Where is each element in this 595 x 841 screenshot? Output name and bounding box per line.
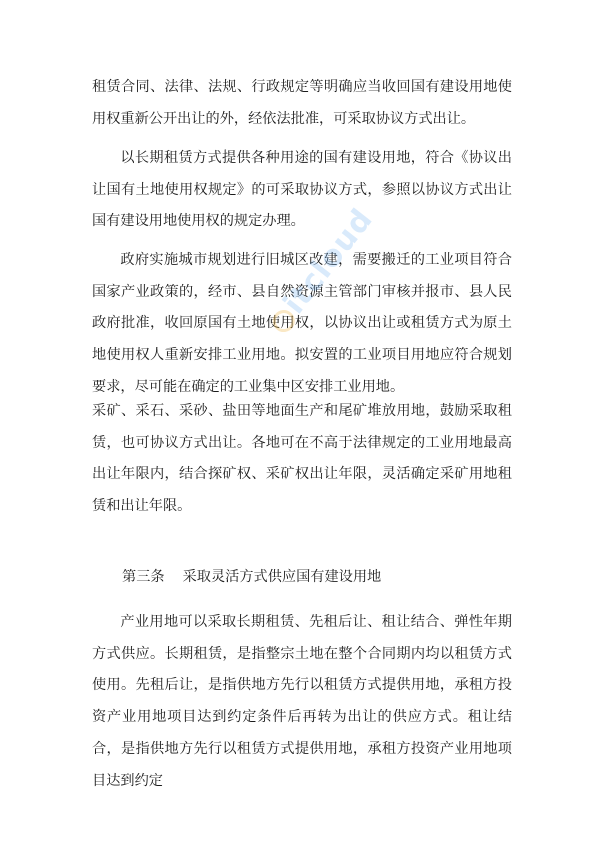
paragraph-old-city-renovation: 政府实施城市规划进行旧城区改建，需要搬迁的工业项目符合国家产业政策的，经市、县自然资源主管部门审核并报市、县人民政府批准，收回原国有土地使用权，以协议出让或租赁方式为原土地使用权人重新安排工业用地。拟安置的工业项目用地应符合规划要求，尽可能在确定的工业集中区安排工业用地。 <box>92 252 512 395</box>
section-heading-article-3: 第三条 采取灵活方式供应国有建设用地 <box>122 569 382 585</box>
paragraph-mining-land: 采矿、采石、采砂、盐田等地面生产和尾矿堆放用地，鼓励采取租赁，也可协议方式出让。各地可在不高于法律规定的工业用地最高出让年限内，结合探矿权、采矿权出让年限，灵活确定采矿用地租赁和出让年限。 <box>92 403 512 515</box>
paragraph-continuation: 租赁合同、法律、法规、行政规定等明确应当收回国有建设用地使用权重新公开出让的外，经依法批准，可采取协议方式出让。 <box>92 79 512 127</box>
paragraph-flexible-supply: 产业用地可以采取长期租赁、先租后让、租让结合、弹性年期方式供应。长期租赁，是指整宗土地在整个合同期内均以租赁方式使用。先租后让，是指供地方先行以租赁方式提供用地，承租方投资产业用地项目达到约定条件后再转为出让的供应方式。租让结合，是指供地方先行以租赁方式提供用地，承租方投资产业用地项目达到约定 <box>92 614 512 789</box>
watermark-text: itcloud <box>276 202 381 321</box>
paragraph-long-term-lease: 以长期租赁方式提供各种用途的国有建设用地，符合《协议出让国有土地使用权规定》的可采取协议方式，参照以协议方式出让国有建设用地使用权的规定办理。 <box>92 150 512 230</box>
